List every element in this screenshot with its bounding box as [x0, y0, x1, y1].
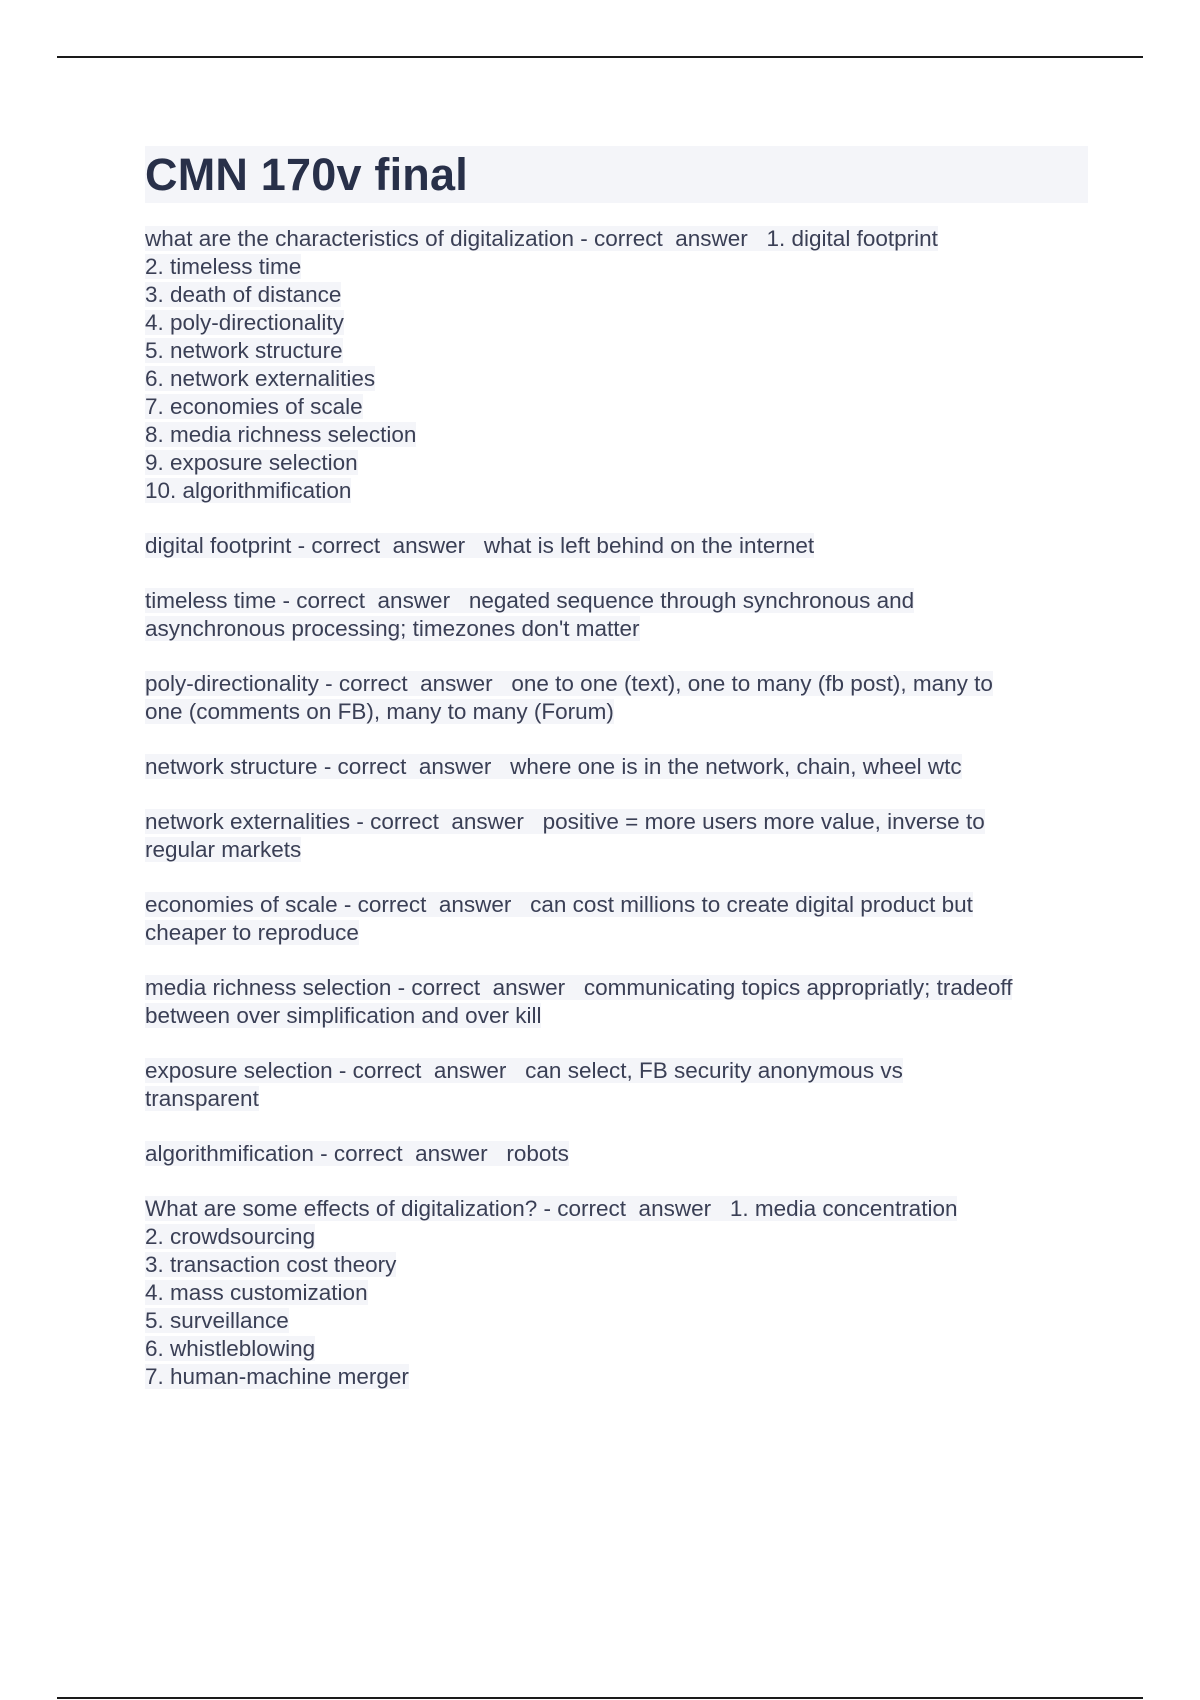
- entry-line-text: What are some effects of digitalization? - correct answer 1. media concentration: [145, 1196, 958, 1221]
- entry-line: [145, 1085, 1090, 1113]
- entry-line: [145, 753, 1090, 781]
- flashcard-entry: [145, 670, 1090, 726]
- entry-line-text: media richness selection - correct answer communicating topics appropriatly; tradeoff: [145, 975, 1013, 1000]
- entry-line-text: 5. surveillance: [145, 1308, 289, 1333]
- entry-line-text: asynchronous processing; timezones don't matter: [145, 616, 640, 641]
- flashcard-entry: [145, 587, 1090, 643]
- entry-line: [145, 1140, 1090, 1168]
- entry-line: [145, 337, 1090, 365]
- entry-line: [145, 449, 1090, 477]
- entry-line: [145, 891, 1090, 919]
- document-body: [145, 146, 1090, 1418]
- entry-line: [145, 1195, 1090, 1223]
- entry-line-text: between over simplification and over kill: [145, 1003, 542, 1028]
- entry-line-text: 10. algorithmification: [145, 478, 352, 503]
- entry-line: [145, 253, 1090, 281]
- flashcard-entry: [145, 753, 1090, 781]
- entry-line-text: 6. whistleblowing: [145, 1336, 316, 1361]
- entry-line: [145, 974, 1090, 1002]
- flashcard-entry: [145, 1195, 1090, 1391]
- entry-line-text: 3. death of distance: [145, 282, 342, 307]
- flashcard-entry: [145, 891, 1090, 947]
- entry-line: [145, 1057, 1090, 1085]
- entry-line: [145, 225, 1090, 253]
- entry-line: [145, 698, 1090, 726]
- entry-line-text: cheaper to reproduce: [145, 920, 359, 945]
- entry-line-text: algorithmification - correct answer robots: [145, 1141, 569, 1166]
- entry-line: [145, 1335, 1090, 1363]
- entry-line: [145, 1251, 1090, 1279]
- entry-line-text: network structure - correct answer where one is in the network, chain, wheel wtc: [145, 754, 962, 779]
- entry-line-text: economies of scale - correct answer can cost millions to create digital product but: [145, 892, 973, 917]
- entry-line-text: 2. crowdsourcing: [145, 1224, 316, 1249]
- entry-line-text: poly-directionality - correct answer one to one (text), one to many (fb post), many to: [145, 671, 993, 696]
- entry-line-text: 4. mass customization: [145, 1280, 368, 1305]
- flashcard-entry: [145, 225, 1090, 505]
- entry-line-text: exposure selection - correct answer can select, FB security anonymous vs: [145, 1058, 903, 1083]
- entry-line-text: 2. timeless time: [145, 254, 302, 279]
- entry-line-text: 4. poly-directionality: [145, 310, 344, 335]
- page-title: CMN 170v final: [145, 149, 468, 200]
- entry-line-text: 6. network externalities: [145, 366, 376, 391]
- entry-line-text: timeless time - correct answer negated sequence through synchronous and: [145, 588, 915, 613]
- entry-line: [145, 808, 1090, 836]
- entry-line-text: one (comments on FB), many to many (Forum): [145, 699, 614, 724]
- flashcard-entry: [145, 808, 1090, 864]
- entry-line-text: what are the characteristics of digitalization - correct answer 1. digital footprint: [145, 226, 938, 251]
- entry-line: [145, 309, 1090, 337]
- entry-line-text: regular markets: [145, 837, 302, 862]
- bottom-rule: [57, 1697, 1143, 1699]
- entry-line: [145, 615, 1090, 643]
- entry-line-text: transparent: [145, 1086, 259, 1111]
- entry-line-text: 3. transaction cost theory: [145, 1252, 397, 1277]
- entry-line-text: 7. human-machine merger: [145, 1364, 409, 1389]
- entry-line: [145, 477, 1090, 505]
- entry-line: [145, 836, 1090, 864]
- entry-line: [145, 919, 1090, 947]
- entry-line: [145, 393, 1090, 421]
- entry-line: [145, 670, 1090, 698]
- flashcard-entry: [145, 1140, 1090, 1168]
- flashcard-entry: [145, 1057, 1090, 1113]
- entry-line-text: 9. exposure selection: [145, 450, 358, 475]
- entry-line: [145, 532, 1090, 560]
- entry-line-text: 5. network structure: [145, 338, 343, 363]
- entry-line: [145, 1363, 1090, 1391]
- flashcard-list: [145, 225, 1090, 1391]
- title-band: [145, 146, 1088, 203]
- flashcard-entry: [145, 532, 1090, 560]
- entry-line-text: network externalities - correct answer positive = more users more value, inverse to: [145, 809, 985, 834]
- entry-line-text: 7. economies of scale: [145, 394, 363, 419]
- entry-line: [145, 421, 1090, 449]
- entry-line: [145, 587, 1090, 615]
- entry-line-text: digital footprint - correct answer what is left behind on the internet: [145, 533, 815, 558]
- entry-line-text: 8. media richness selection: [145, 422, 417, 447]
- top-rule: [57, 56, 1143, 58]
- entry-line: [145, 365, 1090, 393]
- entry-line: [145, 281, 1090, 309]
- entry-line: [145, 1307, 1090, 1335]
- entry-line: [145, 1223, 1090, 1251]
- entry-line: [145, 1002, 1090, 1030]
- entry-line: [145, 1279, 1090, 1307]
- flashcard-entry: [145, 974, 1090, 1030]
